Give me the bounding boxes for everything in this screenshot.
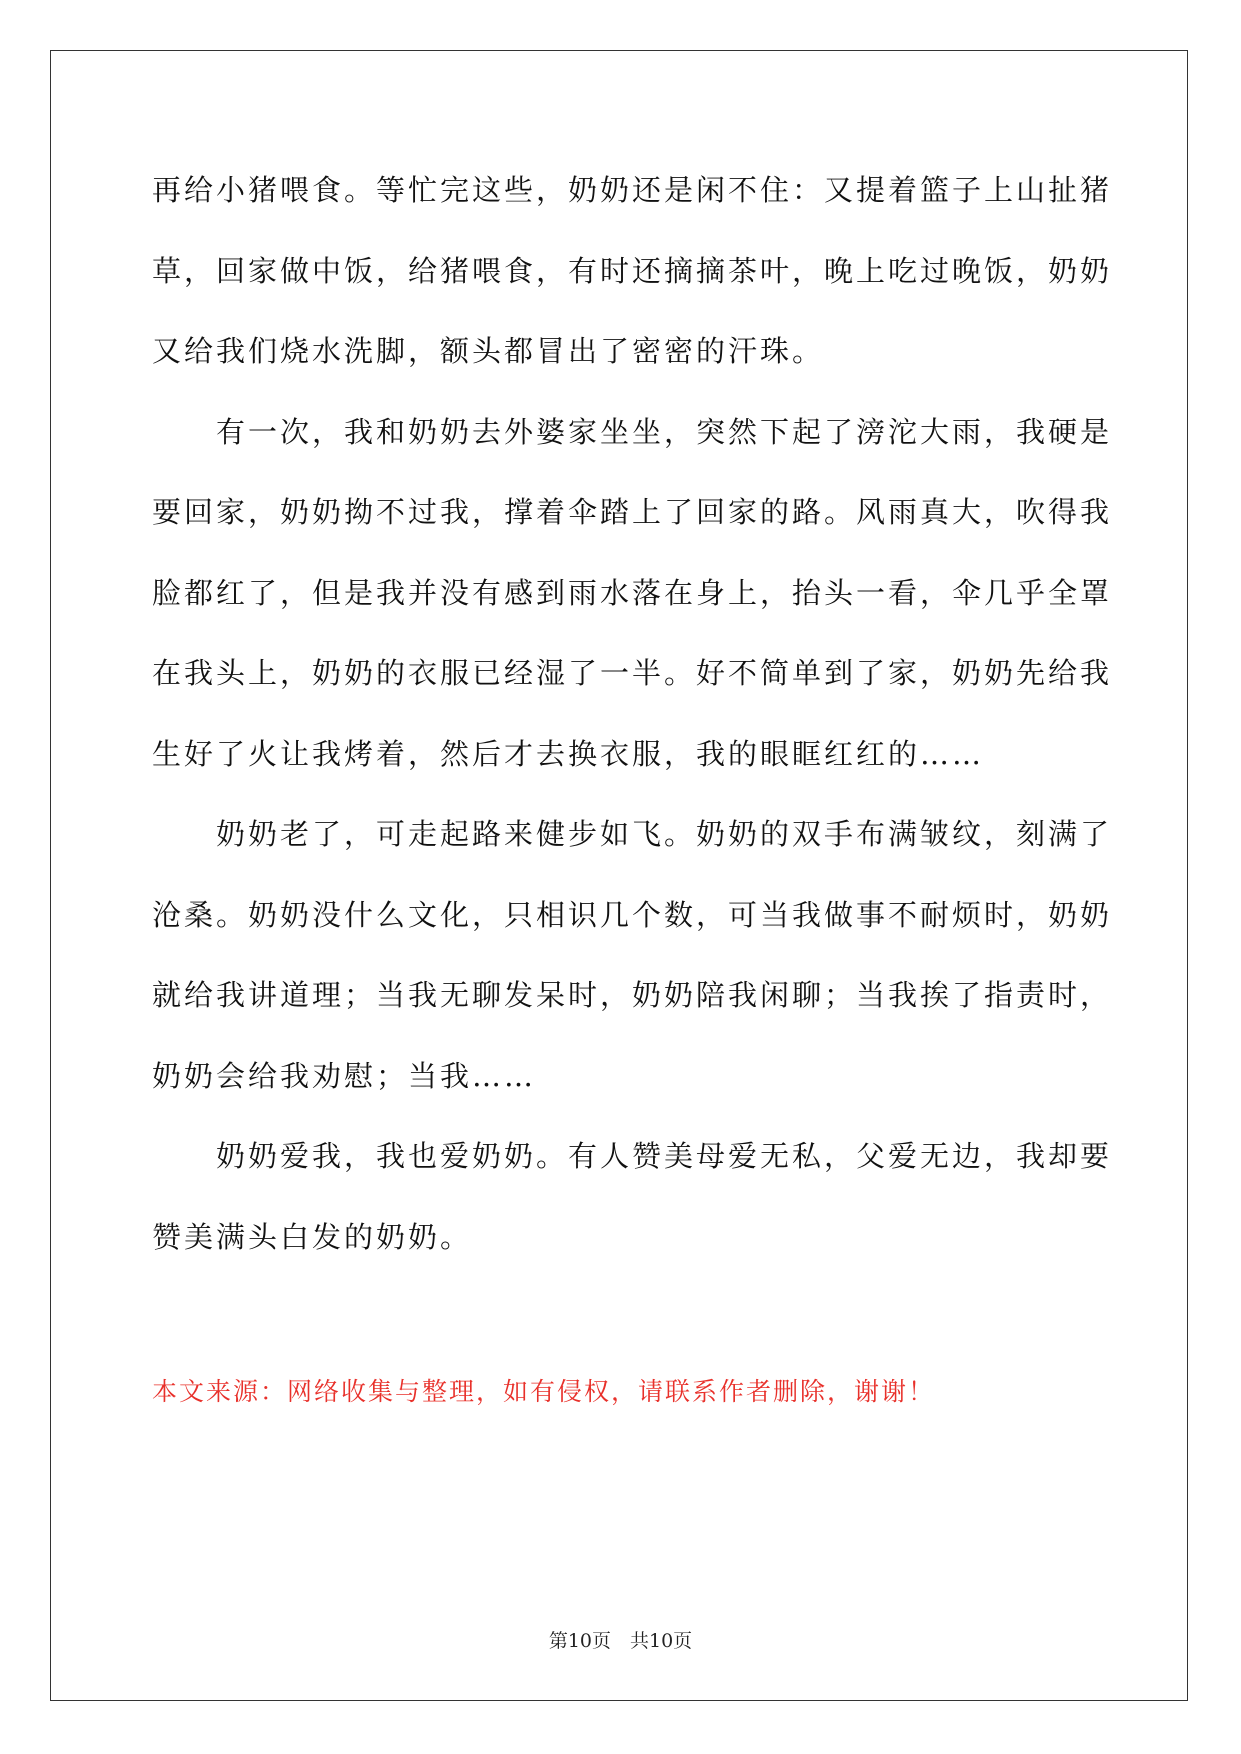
text-line: 奶奶爱我，我也爱奶奶。有人赞美母爱无私，父爱无边，我却要	[152, 1139, 1113, 1173]
text-line: 有一次，我和奶奶去外婆家坐坐，突然下起了滂沱大雨，我硬是	[152, 414, 1113, 449]
text-line: 沧桑。奶奶没什么文化，只相识几个数，可当我做事不耐烦时，奶奶	[152, 897, 1113, 932]
text-line: 生好了火让我烤着，然后才去换衣服，我的眼眶红红的……	[152, 736, 985, 771]
text-line: 奶奶老了，可走起路来健步如飞。奶奶的双手布满皱纹，刻满了	[152, 817, 1113, 851]
text-line: 赞美满头白发的奶奶。	[152, 1219, 473, 1254]
text-line: 再给小猪喂食。等忙完这些，奶奶还是闲不住：又提着篮子上山扯猪	[152, 173, 1113, 207]
text-line: 脸都红了，但是我并没有感到雨水落在身上，抬头一看，伞几乎全罩	[152, 575, 1113, 610]
article-body	[152, 160, 1113, 1287]
source-notice: 本文来源：网络收集与整理，如有侵权，请联系作者删除，谢谢！	[152, 1377, 936, 1406]
text-line: 要回家，奶奶拗不过我，撑着伞踏上了回家的路。风雨真大，吹得我	[152, 495, 1113, 529]
page-number: 第10页 共10页	[548, 1630, 693, 1652]
text-line: 又给我们烧水洗脚，额头都冒出了密密的汗珠。	[152, 334, 825, 368]
text-line: 就给我讲道理；当我无聊发呆时，奶奶陪我闲聊；当我挨了指责时，	[152, 978, 1113, 1012]
text-line: 在我头上，奶奶的衣服已经湿了一半。好不简单到了家，奶奶先给我	[152, 656, 1113, 690]
text-line: 奶奶会给我劝慰；当我……	[152, 1058, 537, 1093]
text-line: 草，回家做中饭，给猪喂食，有时还摘摘茶叶，晚上吃过晚饭，奶奶	[152, 253, 1113, 288]
